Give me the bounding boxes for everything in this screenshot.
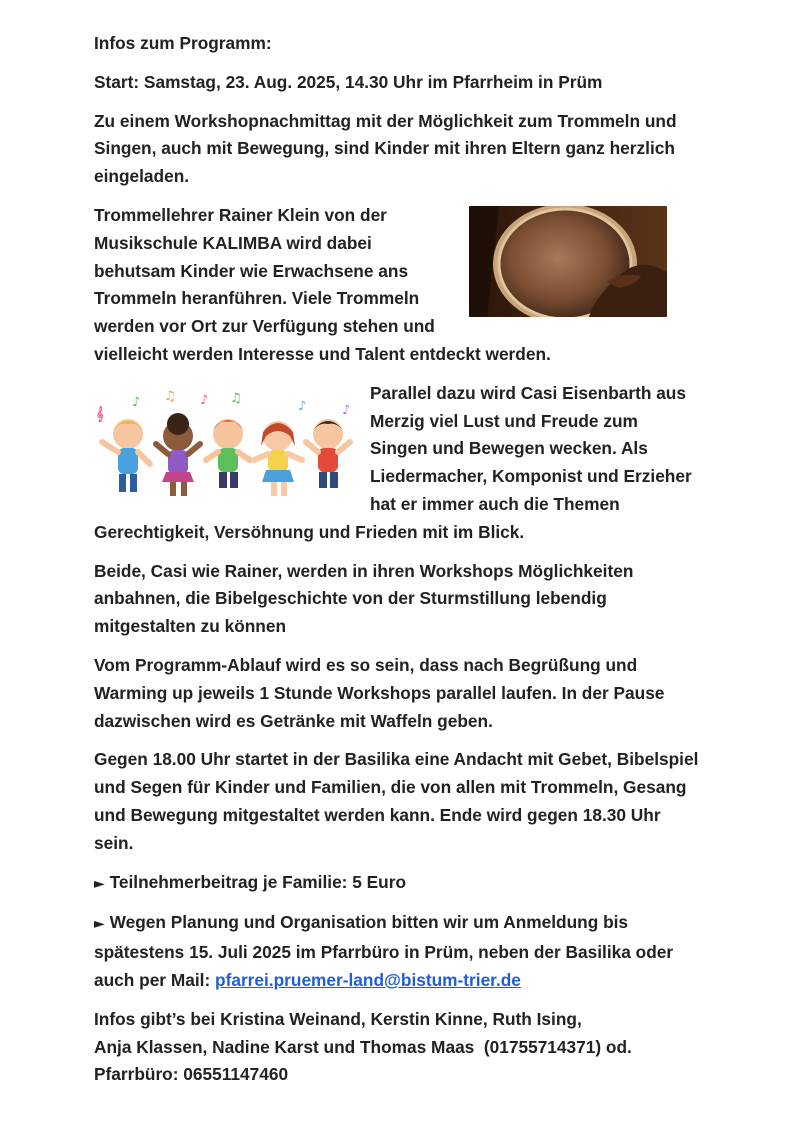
contacts-line-3: Pfarrbüro: 06551147460 <box>94 1064 289 1085</box>
svg-text:♪: ♪ <box>132 394 141 410</box>
contacts-line-2: Anja Klassen, Nadine Karst und Thomas Maas (01755714371) od. <box>94 1036 632 1057</box>
document-page <box>94 30 699 1100</box>
fee-text: Teilnehmerbeitrag je Familie: 5 Euro <box>109 871 407 892</box>
dancing-children-illustration <box>92 386 356 510</box>
svg-text:♫: ♫ <box>164 388 176 404</box>
contacts-paragraph <box>94 1006 699 1089</box>
email-link[interactable]: pfarrei.pruemer-land@bistum-trier.de <box>215 969 521 990</box>
start-line: Start: Samstag, 23. Aug. 2025, 14.30 Uhr im Pfarrheim in Prüm <box>94 71 603 92</box>
svg-text:♪: ♪ <box>342 402 351 418</box>
program-heading: Infos zum Programm: <box>94 33 272 53</box>
bullet-arrow-icon: ► <box>94 916 105 933</box>
intro-paragraph: Zu einem Workshopnachmittag mit der Möglichkeit zum Trommeln und Singen, auch mit Bewegung, sind Kinder mit ihren Eltern ganz herzlich eingeladen. <box>94 110 677 187</box>
both-workshops-paragraph: Beide, Casi wie Rainer, werden in ihren Workshops Möglichkeiten anbahnen, die Bibelgeschichte von der Sturmstillung lebendig mitgestalten zu können <box>94 560 634 637</box>
evening-service-paragraph: Gegen 18.00 Uhr startet in der Basilika eine Andacht mit Gebet, Bibelspiel und Segen für Kinder und Familien, die von allen mit Trommeln, Gesang und Bewegung mitgestaltet werden kann. Ende wird gegen 18.30 Uhr sein. <box>94 749 699 853</box>
svg-text:♪: ♪ <box>298 398 307 414</box>
singing-workshop-paragraph: Parallel dazu wird Casi Eisenbarth aus Merzig viel Lust und Freude zum Singen und Bewegen wecken. Als Liedermacher, Komponist und Erzieher hat er immer auch die Themen Gerechtigkeit, Versöhnung und Frieden mit im Blick. <box>94 382 692 542</box>
svg-text:♫: ♫ <box>230 390 242 406</box>
registration-paragraph <box>94 909 699 994</box>
svg-text:♪: ♪ <box>200 392 209 408</box>
registration-text: Wegen Planung und Organisation bitten wir um Anmeldung bis spätestens 15. Juli 2025 im Pfarrbüro in Prüm, neben der Basilika oder auch per Mail: <box>94 912 674 990</box>
svg-text:𝄞: 𝄞 <box>96 406 104 422</box>
bullet-arrow-icon: ► <box>94 875 105 892</box>
schedule-paragraph: Vom Programm-Ablauf wird es so sein, dass nach Begrüßung und Warming up jeweils 1 Stunde Workshops parallel laufen. In der Pause dazwischen wird es Getränke mit Waffeln geben. <box>94 654 665 731</box>
contacts-line-1: Infos gibt’s bei Kristina Weinand, Kerstin Kinne, Ruth Ising, <box>94 1008 582 1029</box>
drum-photo <box>469 206 667 317</box>
fee-line <box>94 869 699 899</box>
drum-teacher-paragraph: Trommellehrer Rainer Klein von der Musikschule KALIMBA wird dabei behutsam Kinder wie Erwachsene ans Trommeln heranführen. Viele Trommeln werden vor Ort zur Verfügung stehen und vielleicht werden Interesse und Talent entdeckt werden. <box>94 204 551 364</box>
